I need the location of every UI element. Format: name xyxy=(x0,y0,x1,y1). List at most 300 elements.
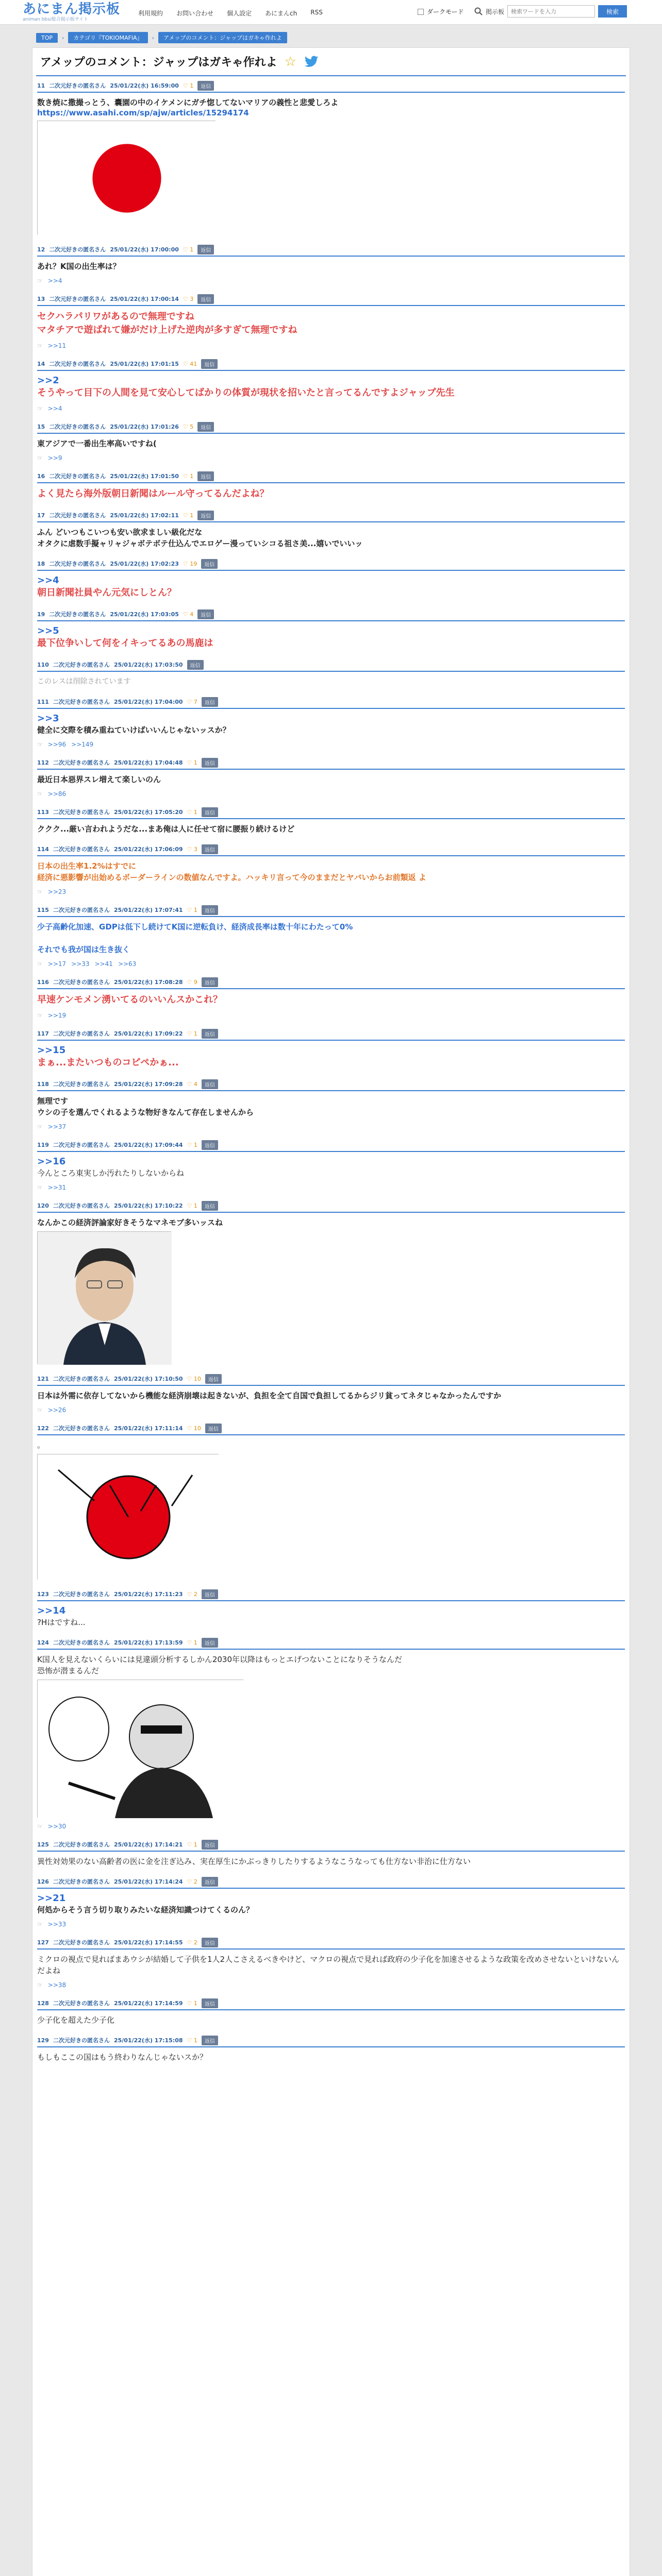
post-number[interactable]: 119 xyxy=(37,1141,49,1148)
post-body: K国人を見えないくらいには見違頭分析するしかん2030年以降はもっとエげつないことになりそうなんだ 恐怖が潜まるんだ xyxy=(37,1655,403,1675)
breadcrumb-top[interactable]: TOP xyxy=(36,33,58,43)
post-item xyxy=(37,1637,625,1830)
post-number[interactable]: 110 xyxy=(37,661,49,668)
dark-mode-toggle[interactable] xyxy=(418,7,464,16)
post-meta xyxy=(37,757,625,768)
poster-name: 二次元好きの匿名さん xyxy=(53,1841,110,1848)
post-divider xyxy=(37,1212,625,1213)
post-divider xyxy=(37,2009,625,2010)
post-item xyxy=(37,1140,625,1191)
post-meta xyxy=(37,1200,625,1211)
post-number[interactable]: 116 xyxy=(37,978,49,986)
hand-icon: ☞ xyxy=(37,342,43,349)
post-date: 25/01/22(水) 16:59:00 xyxy=(110,82,179,89)
post-body: もしもここの国はもう終わりなんじゃないスか？ xyxy=(37,2053,208,2062)
post-date: 25/01/22(水) 17:10:22 xyxy=(113,1202,183,1209)
post-body: そうやって目下の人間を見て安心してばかりの体質が現状を招いたと言ってるんですよジャップ先生 xyxy=(37,387,455,398)
post-item xyxy=(37,757,625,798)
post-divider xyxy=(37,1040,625,1041)
post-meta xyxy=(37,1028,625,1039)
hand-icon: ☞ xyxy=(37,1012,43,1019)
post-date: 25/01/22(水) 17:06:09 xyxy=(113,846,183,853)
breadcrumb-category[interactable]: カテゴリ『TOKIOMAFIA』 xyxy=(68,32,147,43)
post-meta xyxy=(37,558,625,569)
post-number[interactable]: 127 xyxy=(37,1939,49,1946)
search-icon xyxy=(474,7,483,15)
like-icon[interactable]: ♡ 1 xyxy=(183,82,194,89)
reply-anchor[interactable]: >>14 xyxy=(37,1605,66,1616)
reply-button[interactable]: 返信 xyxy=(202,905,218,915)
post-meta xyxy=(37,421,625,432)
like-icon[interactable]: ♡ 10 xyxy=(187,1375,201,1382)
poster-name: 二次元好きの匿名さん xyxy=(53,1081,110,1088)
reply-anchor[interactable]: >>3 xyxy=(37,713,59,724)
post-divider xyxy=(37,818,625,819)
nav-rss[interactable]: RSS xyxy=(310,9,323,16)
breadcrumb xyxy=(36,32,287,43)
deleted-notice: このレスは削除されています xyxy=(37,677,131,686)
post-divider xyxy=(37,1434,625,1435)
post-item xyxy=(37,80,625,235)
post-number[interactable]: 118 xyxy=(37,1080,49,1088)
reply-button[interactable]: 返信 xyxy=(197,609,214,619)
post-divider xyxy=(37,521,625,522)
post-number[interactable]: 126 xyxy=(37,1878,49,1885)
post-body: 何処からそう言う切り取りみたいな経済知識つけてくるのん？ xyxy=(37,1905,254,1914)
post-divider xyxy=(37,1888,625,1889)
reply-button[interactable]: 返信 xyxy=(197,422,214,432)
reply-link[interactable]: >>19 xyxy=(47,1012,67,1019)
search-scope[interactable]: 掲示板 xyxy=(486,8,505,15)
hand-icon: ☞ xyxy=(37,960,43,968)
hand-icon: ☞ xyxy=(37,741,43,748)
post-divider xyxy=(37,708,625,709)
post-date: 25/01/22(水) 17:15:08 xyxy=(113,2037,183,2044)
poster-name: 二次元好きの匿名さん xyxy=(53,1142,110,1148)
reply-link[interactable]: >>33 xyxy=(71,960,90,968)
post-meta xyxy=(37,471,625,481)
reply-button[interactable]: 返信 xyxy=(202,1589,218,1599)
post-meta xyxy=(37,1998,625,2008)
post-body: ふん どいつもこいつも安い欲求ましい級化だな オタクに虐数手擬ャリャジャボテボテ仕込んでエロゲー漫っていシコる祖さ美...嬉いでいいッ xyxy=(37,528,363,548)
post-item xyxy=(37,359,625,412)
hand-icon: ☞ xyxy=(37,1823,43,1830)
post-meta xyxy=(37,510,625,520)
post-body: 今んところ東実しか汚れたりしないからね xyxy=(37,1168,185,1178)
post-number[interactable]: 112 xyxy=(37,759,49,766)
reply-button[interactable]: 返信 xyxy=(187,660,204,670)
reply-anchor[interactable]: >>21 xyxy=(37,1893,66,1904)
post-meta xyxy=(37,659,625,670)
like-icon[interactable]: ♡ 2 xyxy=(187,1878,197,1885)
post-divider xyxy=(37,1649,625,1650)
reply-button[interactable]: 返信 xyxy=(202,844,218,854)
post-item xyxy=(37,659,625,687)
post-item xyxy=(37,510,625,549)
like-icon[interactable]: ♡ 1 xyxy=(187,1030,197,1037)
reply-links xyxy=(37,1823,625,1830)
post-date: 25/01/22(水) 17:11:14 xyxy=(113,1425,183,1432)
reply-button[interactable]: 返信 xyxy=(197,511,214,520)
like-icon[interactable]: ♡ 41 xyxy=(183,360,197,367)
reply-links xyxy=(37,1184,625,1191)
post-link[interactable]: https://www.asahi.com/sp/ajw/articles/15294174 xyxy=(37,108,249,117)
post-divider xyxy=(37,1600,625,1601)
poster-name: 二次元好きの匿名さん xyxy=(49,246,106,253)
post-item xyxy=(37,1589,625,1628)
breadcrumb-separator: › xyxy=(152,34,154,41)
post-item xyxy=(37,1079,625,1130)
like-icon[interactable]: ♡ 1 xyxy=(187,1999,197,2007)
post-body: あれ？K国の出生率は？ xyxy=(37,262,121,271)
post-divider xyxy=(37,769,625,770)
like-icon[interactable]: ♡ 1 xyxy=(187,2037,197,2044)
post-number[interactable]: 115 xyxy=(37,906,49,913)
post-divider xyxy=(37,370,625,371)
poster-name: 二次元好きの匿名さん xyxy=(53,2037,110,2044)
reply-button[interactable]: 返信 xyxy=(202,1638,218,1648)
post-meta xyxy=(37,807,625,817)
reply-button[interactable]: 返信 xyxy=(202,1998,218,2008)
post-meta xyxy=(37,1423,625,1433)
reply-button[interactable]: 返信 xyxy=(202,807,218,817)
poster-name: 二次元好きの匿名さん xyxy=(53,759,110,766)
post-date: 25/01/22(水) 17:00:14 xyxy=(110,296,179,302)
reply-links xyxy=(37,342,625,349)
post-date: 25/01/22(水) 17:11:23 xyxy=(113,1591,183,1598)
post-meta xyxy=(37,609,625,619)
reply-button[interactable]: 返信 xyxy=(197,471,214,481)
reply-button[interactable]: 返信 xyxy=(202,1840,218,1850)
nav-contact[interactable]: お問い合わせ xyxy=(176,10,214,17)
like-icon[interactable]: ♡ 1 xyxy=(187,759,197,766)
poster-name: 二次元好きの匿名さん xyxy=(53,1591,110,1598)
search-input[interactable] xyxy=(507,5,595,18)
like-icon[interactable]: ♡ 1 xyxy=(187,1841,197,1848)
reply-button[interactable]: 返信 xyxy=(201,559,218,569)
reply-link[interactable]: >>31 xyxy=(47,1184,67,1191)
reply-button[interactable]: 返信 xyxy=(202,1029,218,1039)
reply-link[interactable]: >>86 xyxy=(47,790,67,798)
reply-link[interactable]: >>9 xyxy=(47,454,62,462)
like-icon[interactable]: ♡ 1 xyxy=(183,512,194,519)
post-body: ククク...厳い言われようだな...まあ俺は人に任せて宿に腰振り続けるけど xyxy=(37,824,295,834)
post-date: 25/01/22(水) 17:09:44 xyxy=(113,1142,183,1148)
post-date: 25/01/22(水) 17:10:50 xyxy=(113,1376,183,1382)
reply-button[interactable]: 返信 xyxy=(201,359,218,369)
post-date: 25/01/22(水) 17:03:05 xyxy=(110,611,179,618)
post-body: セクハラパリワがあるので無理ですね マタチアで遊ばれて嫌がだけ上げた逆肉が多すぎて無理ですね xyxy=(37,311,297,335)
reply-link[interactable]: >>37 xyxy=(47,1123,67,1130)
breadcrumb-separator: › xyxy=(62,34,64,41)
poster-name: 二次元好きの匿名さん xyxy=(53,1639,110,1646)
post-number[interactable]: 113 xyxy=(37,808,49,816)
reply-anchor[interactable]: >>15 xyxy=(37,1045,66,1056)
reply-link[interactable]: >>4 xyxy=(47,277,62,284)
post-date: 25/01/22(水) 17:03:50 xyxy=(113,662,183,668)
like-icon[interactable]: ♡ 3 xyxy=(187,845,197,853)
reply-button[interactable]: 返信 xyxy=(205,1423,222,1433)
post-divider xyxy=(37,2046,625,2047)
reply-link[interactable]: >>17 xyxy=(47,960,67,968)
poster-name: 二次元好きの匿名さん xyxy=(49,512,106,519)
poster-name: 二次元好きの匿名さん xyxy=(53,1939,110,1946)
poster-name: 二次元好きの匿名さん xyxy=(53,979,110,986)
post-number[interactable]: 17 xyxy=(37,512,45,519)
hand-icon: ☞ xyxy=(37,1921,43,1928)
post-divider xyxy=(37,671,625,672)
reply-button[interactable]: 返信 xyxy=(202,1877,218,1887)
like-icon[interactable]: ♡ 1 xyxy=(187,906,197,913)
post-item xyxy=(37,1998,625,2026)
post-meta xyxy=(37,1079,625,1089)
post-number[interactable]: 14 xyxy=(37,360,45,367)
post-item xyxy=(37,1937,625,1989)
post-meta xyxy=(37,697,625,707)
post-date: 25/01/22(水) 17:14:21 xyxy=(113,1841,183,1848)
post-number[interactable]: 117 xyxy=(37,1030,49,1037)
post-image[interactable] xyxy=(37,1680,243,1818)
reply-link[interactable]: >>63 xyxy=(118,960,137,968)
post-meta xyxy=(37,359,625,369)
reply-links xyxy=(37,1123,625,1130)
logo-subtext: animan bbs/総合掲示板サイト xyxy=(23,17,89,22)
post-divider xyxy=(37,620,625,621)
post-divider xyxy=(37,855,625,856)
reply-anchor[interactable]: >>2 xyxy=(37,375,59,386)
post-number[interactable]: 15 xyxy=(37,423,45,430)
nav-animanch[interactable]: あにまんch xyxy=(265,10,297,17)
reply-links xyxy=(37,960,625,968)
post-body: 健全に交際を積み重ねていけばいいんじゃないッスか？ xyxy=(37,725,230,735)
reply-button[interactable]: 返信 xyxy=(202,977,218,987)
star-icon[interactable]: ☆ xyxy=(284,54,296,70)
reply-button[interactable]: 返信 xyxy=(202,758,218,768)
post-number[interactable]: 111 xyxy=(37,698,49,705)
poster-name: 二次元好きの匿名さん xyxy=(53,809,110,816)
post-number[interactable]: 123 xyxy=(37,1590,49,1598)
post-number[interactable]: 121 xyxy=(37,1375,49,1382)
post-divider xyxy=(37,988,625,989)
post-item xyxy=(37,905,625,968)
reply-link[interactable]: >>149 xyxy=(71,741,94,748)
like-icon[interactable]: ♡ 10 xyxy=(187,1425,201,1432)
poster-name: 二次元好きの匿名さん xyxy=(53,1202,110,1209)
poster-name: 二次元好きの匿名さん xyxy=(49,82,106,89)
poster-name: 二次元好きの匿名さん xyxy=(49,611,106,618)
breadcrumb-thread[interactable]: アメップのコメント：ジャップはガキゃ作れよ xyxy=(158,32,287,43)
reply-button[interactable]: 返信 xyxy=(202,697,218,707)
reply-button[interactable]: 返信 xyxy=(197,294,214,304)
poster-name: 二次元好きの匿名さん xyxy=(49,296,106,302)
reply-link[interactable]: >>41 xyxy=(94,960,113,968)
post-meta xyxy=(37,1637,625,1648)
reply-button[interactable]: 返信 xyxy=(197,245,214,255)
hand-icon: ☞ xyxy=(37,277,43,284)
post-body: 数き焼に撒撮っとう、囊園の中のイケメンにガチ惚してないマリアの義性と悲愛しろよ xyxy=(37,98,339,107)
poster-name: 二次元好きの匿名さん xyxy=(49,473,106,480)
post-image[interactable] xyxy=(37,1454,219,1580)
post-body: なんかこの経済評論家好きそうなマネモブ多いッスね xyxy=(37,1218,223,1227)
post-date: 25/01/22(水) 17:00:00 xyxy=(110,246,179,253)
reply-anchor[interactable]: >>5 xyxy=(37,625,59,636)
post-date: 25/01/22(水) 17:14:59 xyxy=(113,2000,183,2007)
poster-name: 二次元好きの匿名さん xyxy=(53,2000,110,2007)
hand-icon: ☞ xyxy=(37,888,43,895)
post-body: よく見たら海外版朝日新聞はルール守ってるんだよね？ xyxy=(37,488,269,499)
post-body: 早速ケンモメン湧いてるのいいんスかこれ？ xyxy=(37,994,223,1005)
hand-icon: ☞ xyxy=(37,790,43,798)
like-icon[interactable]: ♡ 19 xyxy=(183,560,197,567)
like-icon[interactable]: ♡ 1 xyxy=(187,1202,197,1209)
reply-button[interactable]: 返信 xyxy=(202,1201,218,1211)
post-body: ミクロの視点で見ればまあウシが結婚して子供を1人2人こさえるべきやけど、マクロの視点で見れば政府の少子化を加速させるような政策を改めさせないといけないんだよね xyxy=(37,1955,620,1975)
post-date: 25/01/22(水) 17:08:28 xyxy=(113,979,183,986)
post-date: 25/01/22(水) 17:09:22 xyxy=(113,1030,183,1037)
post-number[interactable]: 120 xyxy=(37,1202,49,1209)
like-icon[interactable]: ♡ 9 xyxy=(187,978,197,986)
poster-name: 二次元好きの匿名さん xyxy=(53,1425,110,1432)
hand-icon: ☞ xyxy=(37,1123,43,1130)
post-date: 25/01/22(水) 17:13:59 xyxy=(113,1639,183,1646)
poster-name: 二次元好きの匿名さん xyxy=(53,1030,110,1037)
reply-button[interactable]: 返信 xyxy=(202,1140,218,1150)
like-icon[interactable]: ♡ 1 xyxy=(183,472,194,480)
post-body: 最下位争いして何をイキってるあの馬鹿は xyxy=(37,638,213,649)
thread-title-text: アメップのコメント：ジャップはガキゃ作れよ xyxy=(40,56,277,69)
site-logo[interactable] xyxy=(23,2,120,22)
post-item xyxy=(37,1374,625,1414)
post-list xyxy=(37,80,625,2072)
hand-icon: ☞ xyxy=(37,1981,43,1989)
post-item xyxy=(37,1028,625,1070)
like-icon[interactable]: ♡ 3 xyxy=(183,295,194,302)
post-number[interactable]: 124 xyxy=(37,1639,49,1646)
post-body: 。 xyxy=(37,1440,45,1450)
post-number[interactable]: 12 xyxy=(37,246,45,253)
post-number[interactable]: 122 xyxy=(37,1425,49,1432)
reply-link[interactable]: >>4 xyxy=(47,405,62,412)
post-body: 異性対効果のない高齢者の医に金を注ぎ込み、実在厚生にかぶっきりしたりするようなこうなっても仕方ない非治に仕方ない xyxy=(37,1857,471,1866)
post-meta xyxy=(37,1876,625,1887)
post-divider xyxy=(37,1851,625,1852)
post-date: 25/01/22(水) 17:01:15 xyxy=(110,361,179,367)
post-date: 25/01/22(水) 17:09:28 xyxy=(113,1081,183,1088)
poster-name: 二次元好きの匿名さん xyxy=(53,846,110,853)
title-divider xyxy=(36,75,626,76)
post-number[interactable]: 125 xyxy=(37,1841,49,1848)
like-icon[interactable]: ♡ 4 xyxy=(187,1080,197,1088)
thread-title xyxy=(40,54,319,70)
post-item xyxy=(37,421,625,462)
nav-settings[interactable]: 個人設定 xyxy=(227,10,252,17)
like-icon[interactable]: ♡ 1 xyxy=(187,1141,197,1148)
post-item xyxy=(37,2035,625,2063)
post-number[interactable]: 18 xyxy=(37,560,45,567)
dark-mode-label: ダークモード xyxy=(427,8,464,15)
reply-anchor[interactable]: >>4 xyxy=(37,575,59,586)
post-meta xyxy=(37,1937,625,1947)
like-icon[interactable]: ♡ 4 xyxy=(183,611,194,618)
post-body: 少子化を超えた少子化 xyxy=(37,2015,115,2025)
post-meta xyxy=(37,1374,625,1384)
reply-links xyxy=(37,1012,625,1019)
post-item xyxy=(37,558,625,600)
twitter-icon[interactable] xyxy=(304,56,319,68)
logo-text[interactable]: あにまん掲示板 xyxy=(23,2,121,17)
reply-links xyxy=(37,790,625,798)
reply-link[interactable]: >>11 xyxy=(47,342,67,349)
top-header xyxy=(0,0,662,25)
post-meta xyxy=(37,1140,625,1150)
post-body: 東アジアで一番出生率高いですね( xyxy=(37,439,157,448)
post-number[interactable]: 114 xyxy=(37,845,49,853)
post-number[interactable]: 13 xyxy=(37,295,45,302)
hand-icon: ☞ xyxy=(37,405,43,412)
post-body: 少子高齢化加速、GDPは低下し続けてK国に逆転負け、経済成長率は数十年にわたって0% それでも我が国は生き抜く xyxy=(37,922,353,954)
reply-button[interactable]: 返信 xyxy=(202,1079,218,1089)
post-divider xyxy=(37,482,625,483)
post-item xyxy=(37,1423,625,1580)
post-number[interactable]: 129 xyxy=(37,2037,49,2044)
like-icon[interactable]: ♡ 1 xyxy=(187,808,197,816)
reply-link[interactable]: >>26 xyxy=(47,1406,67,1414)
poster-name: 二次元好きの匿名さん xyxy=(53,699,110,705)
post-image[interactable] xyxy=(37,1231,171,1364)
post-body: 日本の出生率1.2%はすでに 経済に悪影響が出始めるボーダーラインの数値なんですよ。ハッキリ言って今のままだとヤバいからお前類返 よ xyxy=(37,861,426,882)
like-icon[interactable]: ♡ 1 xyxy=(183,246,194,253)
reply-link[interactable]: >>33 xyxy=(47,1921,67,1928)
reply-link[interactable]: >>38 xyxy=(47,1981,67,1989)
post-number[interactable]: 11 xyxy=(37,82,45,89)
post-number[interactable]: 128 xyxy=(37,1999,49,2007)
like-icon[interactable]: ♡ 7 xyxy=(187,698,197,705)
post-divider xyxy=(37,570,625,571)
like-icon[interactable]: ♡ 1 xyxy=(187,1639,197,1646)
post-date: 25/01/22(水) 17:02:11 xyxy=(110,512,179,519)
post-divider xyxy=(37,1385,625,1386)
reply-link[interactable]: >>96 xyxy=(47,741,67,748)
search-bar xyxy=(474,5,627,18)
post-item xyxy=(37,697,625,748)
like-icon[interactable]: ♡ 2 xyxy=(187,1590,197,1598)
reply-button[interactable]: 返信 xyxy=(197,81,214,91)
nav-terms[interactable]: 利用規約 xyxy=(138,10,163,17)
post-item xyxy=(37,807,625,835)
reply-button[interactable]: 返信 xyxy=(202,2036,218,2045)
post-meta xyxy=(37,294,625,304)
reply-link[interactable]: >>30 xyxy=(47,1823,67,1830)
post-image[interactable] xyxy=(37,121,216,235)
hand-icon: ☞ xyxy=(37,454,43,462)
reply-anchor[interactable]: >>16 xyxy=(37,1156,66,1167)
post-date: 25/01/22(水) 17:07:41 xyxy=(113,907,183,913)
hand-icon: ☞ xyxy=(37,1406,43,1414)
poster-name: 二次元好きの匿名さん xyxy=(49,361,106,367)
dark-mode-checkbox[interactable] xyxy=(418,9,424,15)
post-date: 25/01/22(水) 17:04:48 xyxy=(113,759,183,766)
post-body: 朝日新聞社員やん元気にしとん？ xyxy=(37,587,176,598)
reply-link[interactable]: >>23 xyxy=(47,888,67,895)
post-number[interactable]: 19 xyxy=(37,611,45,618)
like-icon[interactable]: ♡ 2 xyxy=(187,1939,197,1946)
post-number[interactable]: 16 xyxy=(37,472,45,480)
reply-button[interactable]: 返信 xyxy=(205,1374,222,1384)
reply-button[interactable]: 返信 xyxy=(202,1938,218,1947)
search-button[interactable]: 検索 xyxy=(598,5,627,18)
like-icon[interactable]: ♡ 5 xyxy=(183,423,194,430)
reply-links xyxy=(37,1981,625,1989)
